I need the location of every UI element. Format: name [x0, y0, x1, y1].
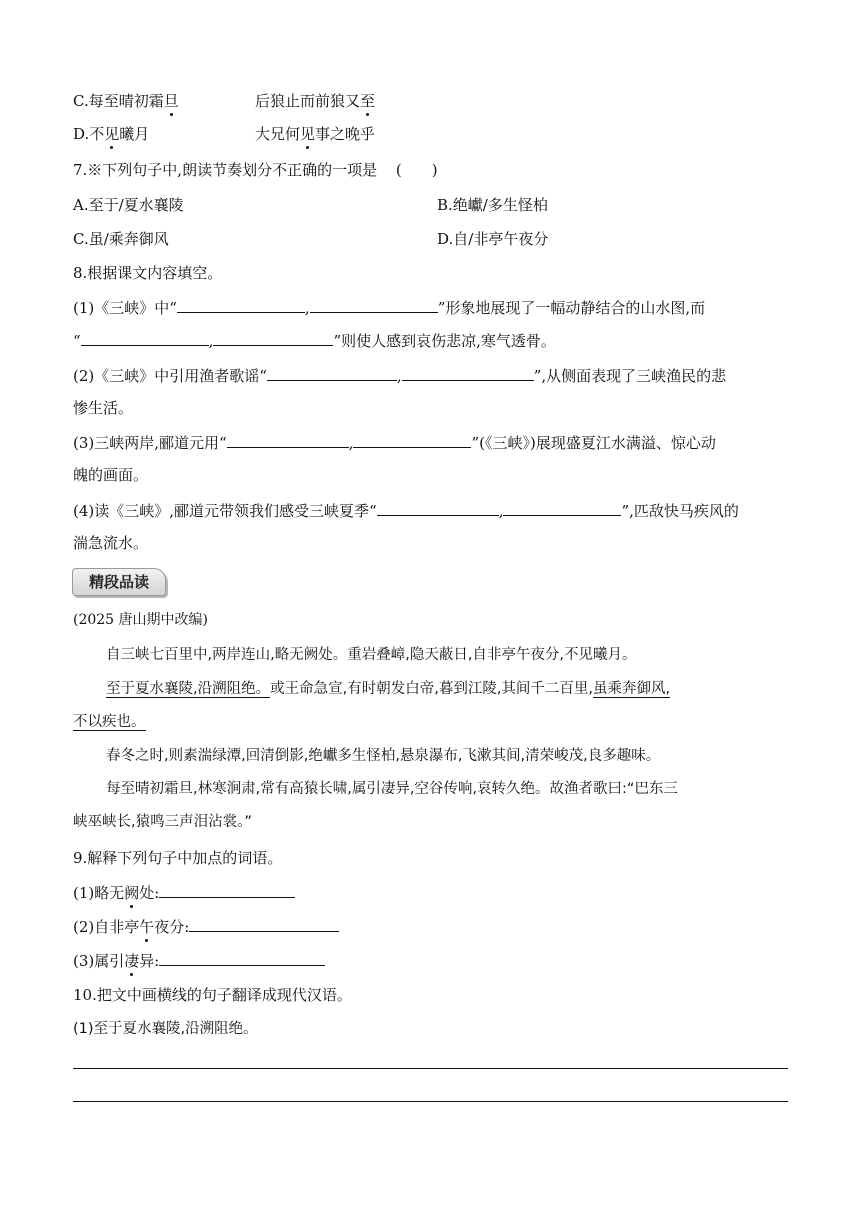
answer-line[interactable] — [73, 1101, 788, 1102]
underlined-sentence: 至于夏水襄陵,沿溯阻绝。 — [106, 681, 271, 697]
fill-blank[interactable] — [503, 500, 621, 516]
q6-option-d-right: 大兄何见事之晚乎 — [255, 125, 376, 143]
q9-item-3: (3)属引凄异: — [73, 950, 325, 971]
passage-paragraph-4-cont: 峡巫峡长,猿鸣三声泪沾裳。” — [73, 814, 252, 830]
underlined-sentence: 虽乘奔御风, — [593, 681, 671, 697]
q8-part3-cont: 魄的画面。 — [73, 466, 149, 484]
q8-part1-cont: “ , ”则使人感到哀伤悲凉,寒气透骨。 — [73, 332, 556, 350]
passage-paragraph-2-cont — [73, 712, 146, 732]
q6-option-d: D.不见曦月 — [73, 125, 150, 143]
q7-option-b: B.绝巘/多生怪柏 — [437, 196, 548, 214]
q7-option-d: D.自/非亭午夜分 — [437, 230, 549, 248]
q8-part3: (3)三峡两岸,郦道元用“ , ”(《三峡》)展现盛夏江水满溢、惊心动 — [73, 434, 716, 452]
emphasis-dot-char: 至 — [360, 92, 376, 110]
fill-blank[interactable] — [267, 365, 397, 381]
q9-stem: 9.解释下列句子中加点的词语。 — [73, 849, 283, 867]
fill-blank[interactable] — [377, 500, 499, 516]
q8-part2-cont: 惨生活。 — [73, 399, 134, 417]
fill-blank[interactable] — [159, 882, 295, 898]
q6-option-c: C.每至晴初霜旦 — [73, 92, 179, 110]
fill-blank[interactable] — [159, 950, 325, 966]
q8-stem: 8.根据课文内容填空。 — [73, 264, 223, 282]
q8-part1: (1)《三峡》中“ , ”形象地展现了一幅动静结合的山水图,而 — [73, 299, 706, 317]
fill-blank[interactable] — [402, 365, 534, 381]
passage-paragraph-3: 春冬之时,则素湍绿潭,回清倒影,绝巘多生怪柏,悬泉瀑布,飞漱其间,清荣峻茂,良多趣味。 — [106, 748, 661, 764]
emphasis-dot-char: 午 — [139, 918, 155, 936]
q8-part4-cont: 湍急流水。 — [73, 534, 149, 552]
q9-item-2: (2)自非亭午夜分: — [73, 916, 339, 937]
q6-option-c-right: 后狼止而前狼又至 — [255, 92, 376, 110]
emphasis-dot-char: 见 — [300, 125, 316, 143]
fill-blank[interactable] — [81, 330, 209, 346]
emphasis-dot-char: 旦 — [163, 92, 179, 110]
passage-paragraph-4: 每至晴初霜旦,林寒涧肃,常有高猿长啸,属引凄异,空谷传响,哀转久绝。故渔者歌曰:“巴东三 — [106, 781, 678, 797]
answer-paren: ( ) — [395, 161, 438, 179]
fill-blank[interactable] — [310, 297, 438, 313]
q10-item-1: (1)至于夏水襄陵,沿溯阻绝。 — [73, 1021, 258, 1037]
fill-blank[interactable] — [227, 432, 349, 448]
q8-part4: (4)读《三峡》,郦道元带领我们感受三峡夏季“ , ”,匹敌快马疾风的 — [73, 502, 739, 520]
emphasis-dot-char: 凄 — [124, 952, 140, 970]
fill-blank[interactable] — [213, 330, 333, 346]
q7-stem: 7.※下列句子中,朗读节奏划分不正确的一项是 ( ) — [73, 161, 438, 179]
fill-blank[interactable] — [177, 297, 305, 313]
emphasis-dot-char: 见 — [104, 125, 120, 143]
passage-paragraph-2: 至于夏水襄陵,沿溯阻绝。或王命急宣,有时朝发白帝,暮到江陵,其间千二百里,虽乘奔御风, — [106, 681, 671, 697]
section-badge: 精段品读 — [72, 568, 166, 596]
emphasis-dot-char: 阙 — [124, 884, 140, 902]
passage-paragraph-1: 自三峡七百里中,两岸连山,略无阙处。重岩叠嶂,隐天蔽日,自非亭午夜分,不见曦月。 — [106, 647, 637, 663]
fill-blank[interactable] — [353, 432, 471, 448]
q10-stem: 10.把文中画横线的句子翻译成现代汉语。 — [73, 986, 352, 1004]
underlined-sentence: 不以疾也。 — [73, 714, 146, 730]
q9-item-1: (1)略无阙处: — [73, 882, 295, 903]
answer-line[interactable] — [73, 1068, 788, 1069]
q7-option-c: C.虽/乘奔御风 — [73, 230, 169, 248]
fill-blank[interactable] — [189, 916, 339, 932]
q8-part2: (2)《三峡》中引用渔者歌谣“ , ”,从侧面表现了三峡渔民的悲 — [73, 367, 727, 385]
source-note: (2025 唐山期中改编) — [73, 612, 209, 628]
q7-option-a: A.至于/夏水襄陵 — [73, 196, 184, 214]
